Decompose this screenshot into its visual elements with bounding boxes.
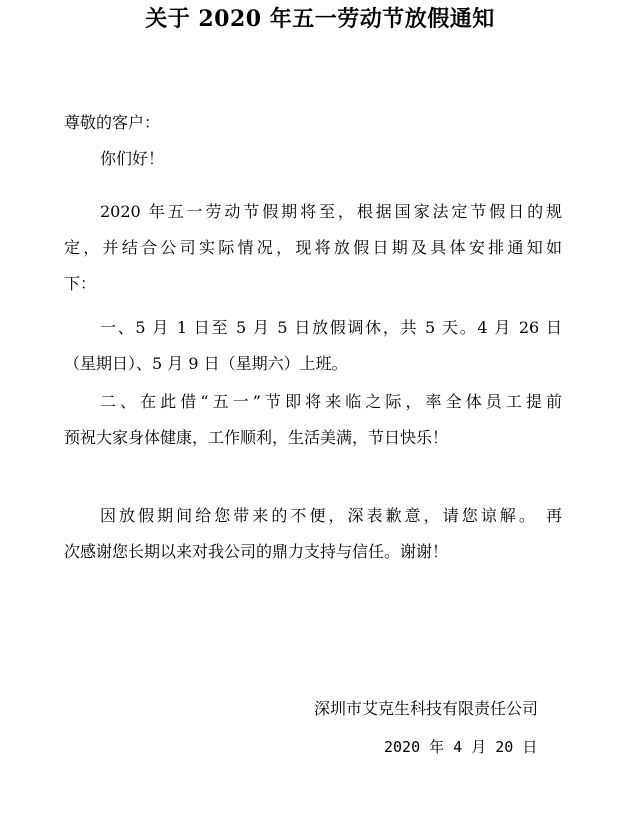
paragraph-line: 因放假期间给您带来的不便，深表歉意，请您谅解。 再 bbox=[100, 506, 562, 525]
hello: 你们好！ bbox=[100, 149, 165, 168]
paragraph-line: 一、5 月 1 日至 5 月 5 日放假调休，共 5 天。4 月 26 日 bbox=[100, 318, 562, 337]
signature-company: 深圳市艾克生科技有限责任公司 bbox=[314, 699, 539, 718]
signature-date: 2020 年 4 月 20 日 bbox=[384, 738, 538, 756]
paragraph-line: （星期日）、5 月 9 日（星期六）上班。 bbox=[64, 354, 348, 373]
paragraph-line: 预祝大家身体健康，工作顺利，生活美满，节日快乐！ bbox=[64, 428, 449, 447]
greeting: 尊敬的客户： bbox=[64, 113, 161, 132]
paragraph-line: 次感谢您长期以来对我公司的鼎力支持与信任。谢谢！ bbox=[64, 542, 449, 561]
document-title: 关于 2020 年五一劳动节放假通知 bbox=[145, 6, 495, 32]
paragraph-line: 下： bbox=[64, 274, 97, 293]
paragraph-line: 2020 年五一劳动节假期将至，根据国家法定节假日的规 bbox=[100, 202, 562, 221]
paragraph-line: 定，并结合公司实际情况，现将放假日期及具体安排通知如 bbox=[64, 238, 562, 257]
paragraph-line: 二、在此借“五一”节即将来临之际，率全体员工提前 bbox=[100, 392, 562, 411]
